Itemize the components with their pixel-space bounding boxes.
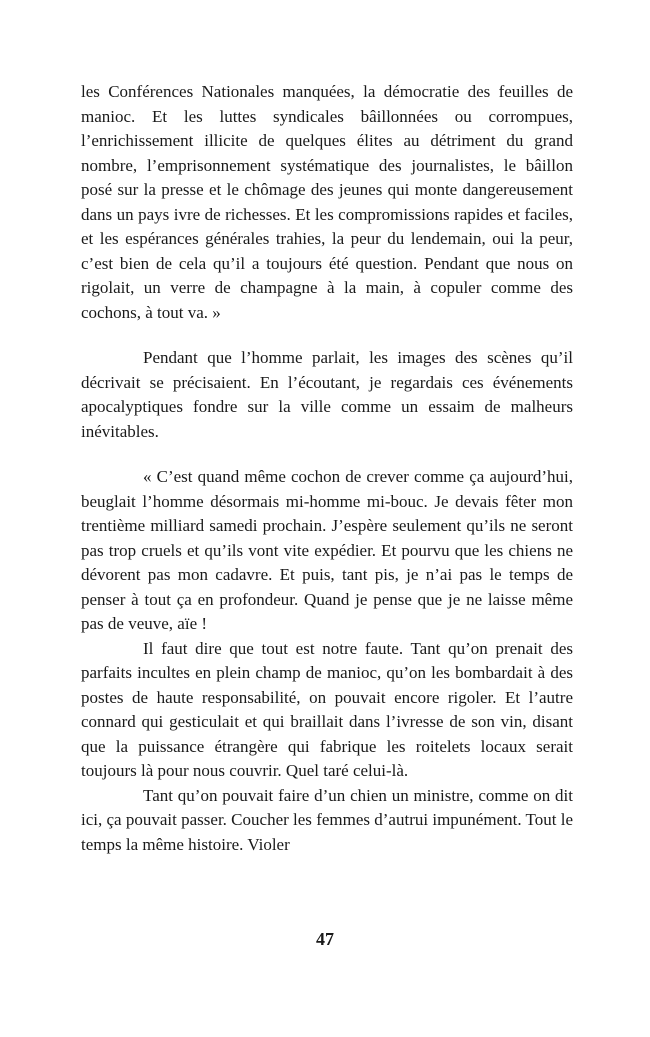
paragraph-2: Pendant que l’homme parlait, les images des scènes qu’il décrivait se précisaient. En l’écoutant, je regardais ces événements apocalyptiques fondre sur la ville comme un essaim de malheurs inévitables. bbox=[81, 348, 573, 441]
paragraph-1: les Conférences Nationales manquées, la démocratie des feuilles de manioc. Et les luttes syndicales bâillonnées ou corrompues, l’enrichissement illicite de quelques élites au détriment du grand nombre, l’emprisonnement systématique des journalistes, le bâillon posé sur la presse et le chômage des jeunes qui monte dangereusement dans un pays ivre de richesses. Et les compromissions rapides et faciles, et les espérances générales trahies, la peur du lendemain, oui la peur, c’est bien de cela qu’il a toujours été question. Pendant que nous on rigolait, un verre de champagne à la main, à copuler comme des cochons, à tout va. » bbox=[81, 82, 573, 322]
page-number: 47 bbox=[316, 929, 334, 949]
paragraph-4: Il faut dire que tout est notre faute. Tant qu’on prenait des parfaits incultes en plein champ de manioc, qu’on les bombardait à des postes de haute responsabilité, on pouvait encore rigoler. Et l’autre connard qui gesticulait et qui braillait dans l’ivresse de son vin, disant que la puissance étrangère qui fabrique les roitelets locaux serait toujours là pour nous couvrir. Quel taré celui-là. bbox=[81, 638, 573, 780]
page-body bbox=[81, 80, 573, 857]
paragraph-3: « C’est quand même cochon de crever comme ça aujourd’hui, beuglait l’homme désormais mi-homme mi-bouc. Je devais fêter mon trentième milliard samedi prochain. J’espère seulement qu’ils ne seront pas trop cruels et qu’ils vont vite expédier. Et pourvu que les chiens ne dévorent pas mon cadavre. Et puis, tant pis, je n’ai pas le temps de penser à tout ça en profondeur. Quand je pense que je ne laisse même pas de veuve, aïe ! bbox=[81, 467, 573, 633]
paragraph-5: Tant qu’on pouvait faire d’un chien un ministre, comme on dit ici, ça pouvait passer. Coucher les femmes d’autrui impunément. Tout le temps la même histoire. Violer bbox=[81, 785, 573, 854]
